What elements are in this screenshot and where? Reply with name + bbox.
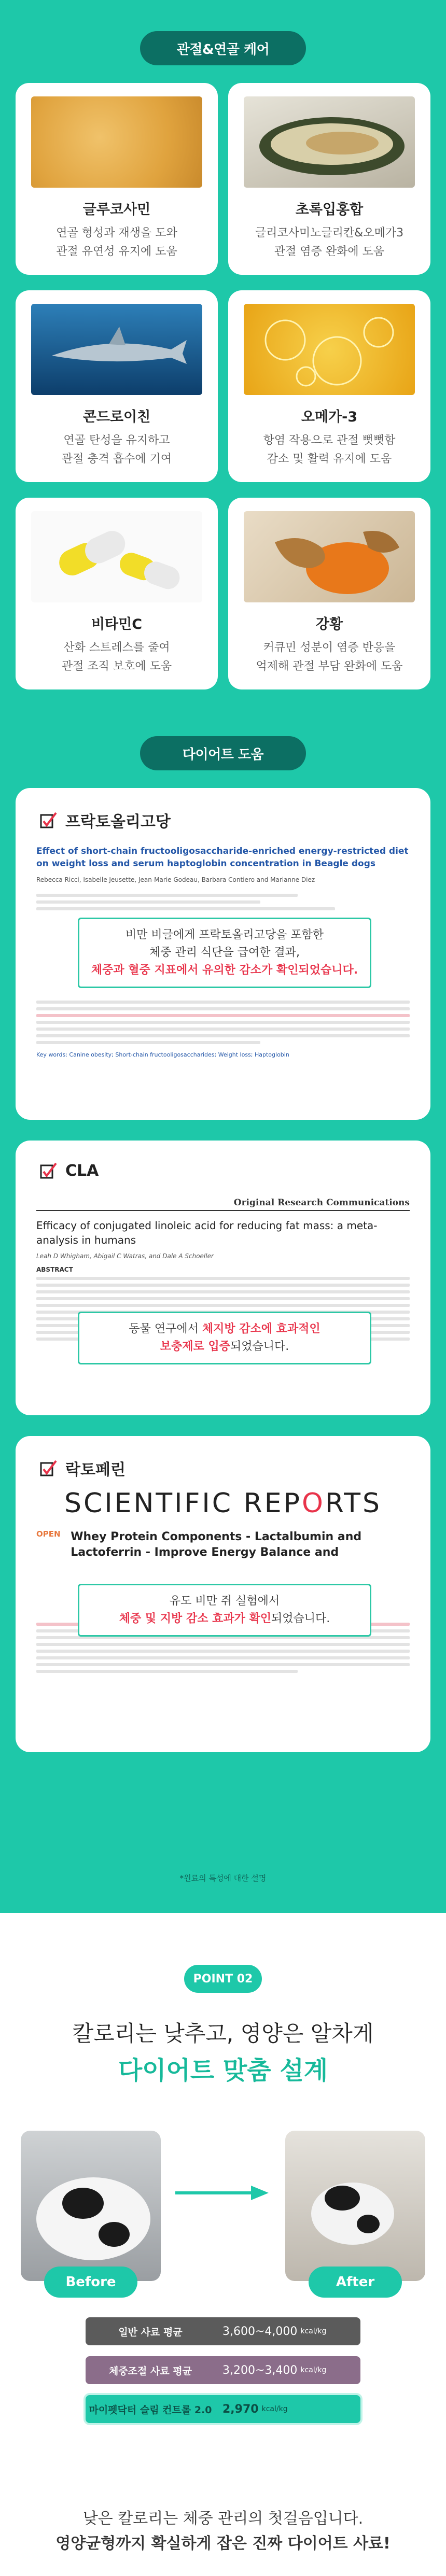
fos-paper-title: Effect of short-chain fructooligosaccharide-enriched energy-restricted diet on weight loss and serum haptoglobin concentration in Beagle dogs [36, 846, 409, 869]
cla-abstract-label: ABSTRACT [36, 1266, 73, 1273]
oil-drops-image [244, 304, 415, 395]
glucosamine-image [31, 96, 202, 188]
bottom-message: 낮은 칼로리는 체중 관리의 첫걸음입니다. 영양균형까지 확실하게 잡은 진짜 다이어트 사료! [55, 2510, 391, 2553]
card-title: 글루코사민 [82, 202, 151, 218]
card-desc: 산화 스트레스를 줄여 관절 조직 보호에 도움 [61, 641, 172, 673]
cla-paper [36, 1198, 410, 1395]
fos-keywords: Key words: Canine obesity; Short-chain fructooligosaccharides; Weight loss; Haptoglobin [36, 1051, 289, 1058]
card-title: 오메가-3 [301, 409, 358, 425]
card-title: 비타민C [91, 616, 143, 632]
journal-logo: SCIENTIFIC REPORTS [64, 1488, 382, 1519]
card-green-lipped-mussel [228, 83, 430, 275]
capsule-icon [31, 511, 202, 602]
after-badge: After [309, 2267, 402, 2298]
card-title: 콘드로이친 [82, 409, 151, 425]
turmeric-icon [244, 511, 415, 602]
cla-heading: CLA [39, 1161, 99, 1180]
before-badge: Before [44, 2267, 137, 2298]
check-box-icon [39, 811, 58, 829]
fos-paper-authors: Rebecca Ricci, Isabelle Jeusette, Jean-Marie Godeau, Barbara Contiero and Marianne Diez [36, 876, 315, 883]
cat-before-image [21, 2131, 161, 2281]
card-title: 초록입홍합 [295, 202, 364, 218]
fos-card [16, 788, 430, 1120]
turmeric-image [244, 511, 415, 602]
kcal-row-weight-control: 체중조절 사료 평균 3,200~3,400 kcal/kg [86, 2356, 360, 2384]
card-chondroitin [16, 290, 218, 482]
footnote: *원료의 특성에 대한 설명 [179, 1874, 267, 1883]
lactoferrin-callout: 유도 비만 쥐 실험에서 체중 및 지방 감소 효과가 확인되었습니다. [78, 1584, 371, 1637]
lactoferrin-paper-title: Whey Protein Components - Lactalbumin and Lactoferrin - Improve Energy Balance and [71, 1530, 362, 1559]
mussel-icon [244, 96, 415, 188]
shark-icon [31, 304, 202, 395]
lactoferrin-heading: 락토페린 [39, 1457, 126, 1480]
lactoferrin-card [16, 1436, 430, 1752]
cla-paper-title: Efficacy of conjugated linoleic acid for reducing fat mass: a meta-analysis in humans [36, 1219, 378, 1246]
arrow-right-icon [173, 2183, 272, 2203]
cat-after-image [285, 2131, 425, 2281]
shark-image [31, 304, 202, 395]
card-desc: 연골 탄성을 유지하고 관절 충격 흡수에 기여 [61, 434, 172, 466]
capsule-image [31, 511, 202, 602]
cla-journal-header: Original Research Communications [36, 1198, 410, 1211]
card-desc: 연골 형성과 재생을 도와 관절 유연성 유지에 도움 [56, 227, 177, 258]
fos-callout: 비만 비글에게 프락토올리고당을 포함한 체중 관리 식단을 급여한 결과, 체중과 혈중 지표에서 유의한 감소가 확인되었습니다. [78, 918, 371, 988]
check-box-icon [39, 1459, 58, 1477]
card-desc: 커큐민 성분이 염증 반응을 억제해 관절 부담 완화에 도움 [256, 641, 403, 673]
kcal-row-slim-control: 마이펫닥터 슬림 컨트롤 2.0 2,970 kcal/kg [86, 2395, 360, 2423]
open-label: OPEN [36, 1529, 61, 1539]
cla-authors: Leah D Whigham, Abigail C Watras, and Dale A Schoeller [36, 1252, 214, 1260]
cla-card [16, 1141, 430, 1415]
diet-help-pill: 다이어트 도움 [140, 736, 306, 770]
headline-2: 다이어트 맞춤 설계 [118, 2056, 328, 2085]
card-desc: 글리코사미노글리칸&오메가3 관절 염증 완화에 도움 [255, 227, 404, 258]
before-photo [21, 2131, 161, 2281]
cla-callout: 동물 연구에서 체지방 감소에 효과적인 보충제로 입증되었습니다. [78, 1312, 371, 1364]
fos-heading: 프락토올리고당 [39, 809, 171, 832]
kcal-row-regular: 일반 사료 평균 3,600~4,000 kcal/kg [86, 2317, 360, 2345]
point-badge: POINT 02 [184, 1965, 262, 1993]
oil-bubbles-icon [244, 304, 415, 395]
card-title: 강황 [315, 616, 343, 632]
card-glucosamine [16, 83, 218, 275]
card-omega3 [228, 290, 430, 482]
card-vitamin-c [16, 498, 218, 689]
headline-1: 칼로리는 낮추고, 영양은 알차게 [72, 2021, 374, 2046]
card-turmeric [228, 498, 430, 689]
card-desc: 항염 작용으로 관절 뻣뻣함 감소 및 활력 유지에 도움 [263, 434, 396, 466]
check-box-icon [39, 1161, 58, 1180]
joint-care-pill: 관절&연골 케어 [140, 31, 306, 65]
mussel-image [244, 96, 415, 188]
after-photo [285, 2131, 425, 2281]
